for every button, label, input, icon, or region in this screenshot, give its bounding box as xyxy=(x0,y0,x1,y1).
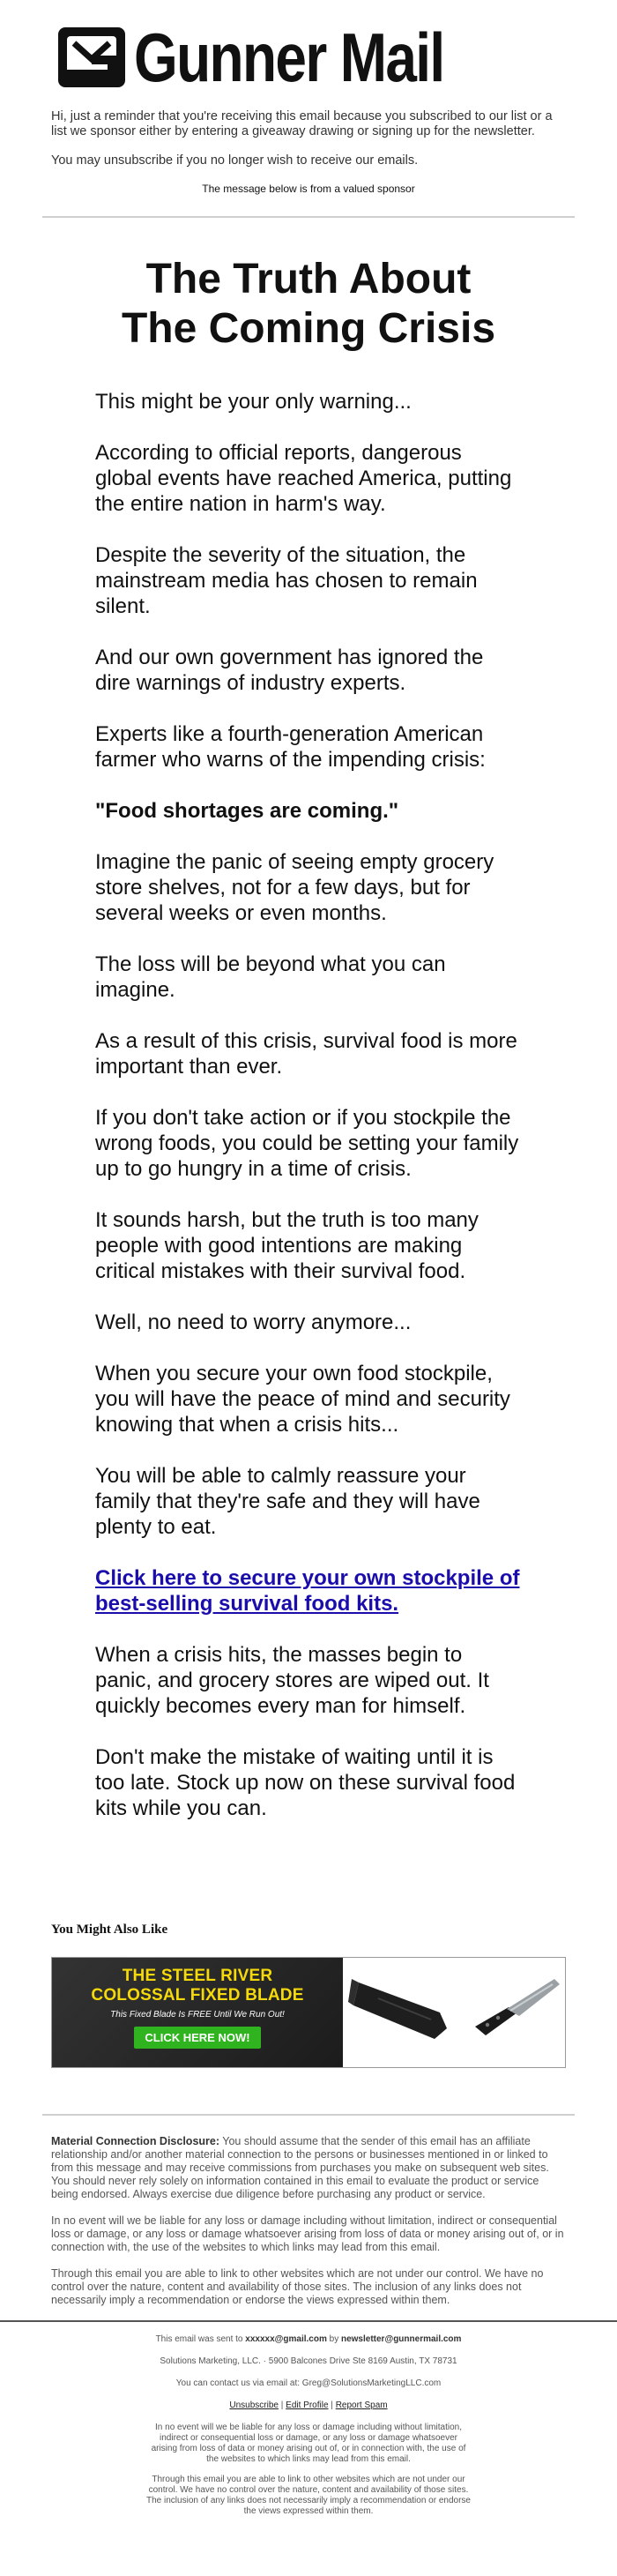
paragraph: Well, no need to worry anymore... xyxy=(95,1310,412,1334)
footer-links xyxy=(0,2401,617,2411)
link-separator: | xyxy=(331,2401,333,2410)
disclosure-section xyxy=(0,2116,617,2307)
headline-line-1: The Truth About xyxy=(145,256,472,302)
subscription-reminder: Hi, just a reminder that you're receiving this email because you subscribed to our list or a list we sponsor either by entering a giveaway drawing or signing up for the newsletter. xyxy=(51,109,553,138)
paragraph: Experts like a fourth-generation American farmer who warns of the impending crisis: xyxy=(95,722,486,772)
footer-liability-text: In no event will we be liable for any loss or damage including without limitation, indirect or consequential loss or damage, or any loss or damage whatsoever arising from loss of data or money arising out of, or in connection with, the use of the websites to which links may lead from this email. xyxy=(151,2423,466,2464)
paragraph: This might be your only warning... xyxy=(95,390,412,414)
banner-headline-1: THE STEEL RIVER xyxy=(122,1967,273,1985)
sent-to-line xyxy=(0,2334,617,2345)
sender-email: newsletter@gunnermail.com xyxy=(340,2334,462,2344)
gunner-mail-logo-icon xyxy=(55,20,129,94)
paragraph: According to official reports, dangerous global events have reached America, putting the entire nation in harm's way. xyxy=(95,441,512,516)
sent-by: by xyxy=(329,2334,339,2344)
paragraph: When a crisis hits, the masses begin to panic, and grocery stores are wiped out. It quickly becomes every man for himself. xyxy=(95,1643,489,1718)
footer-links-text: Through this email you are able to link to other websites which are not under our control. We have no control over the nature, content and availability of those sites. The inclusion of any links does not necessarily imply a recommendation or endorse the views expressed within them. xyxy=(146,2475,471,2516)
sponsor-note: The message below is from a valued sponsor xyxy=(202,183,415,195)
paragraph: You will be able to calmly reassure your family that they're safe and they will have plenty to eat. xyxy=(95,1464,480,1539)
paragraph: Don't make the mistake of waiting until it is too late. Stock up now on these survival food kits while you can. xyxy=(95,1745,516,1820)
material-connection-disclosure xyxy=(51,2135,566,2201)
brand-name: Gunner Mail xyxy=(134,19,444,96)
recipient-email: xxxxxx@gmail.com xyxy=(245,2334,327,2344)
divider xyxy=(42,216,575,218)
article-headline xyxy=(0,255,617,354)
paragraph: It sounds harsh, but the truth is too many people with good intentions are making critical mistakes with their survival food. xyxy=(95,1208,479,1283)
banner-cta-button[interactable]: CLICK HERE NOW! xyxy=(134,2027,260,2049)
unsubscribe-note: You may unsubscribe if you no longer wish to receive our emails. xyxy=(51,153,419,168)
header-logo[interactable] xyxy=(0,0,617,97)
paragraph: If you don't take action or if you stockpile the wrong foods, you could be setting your family up to go hungry in a time of crisis. xyxy=(95,1106,519,1181)
banner-subtitle: This Fixed Blade Is FREE Until We Run Out! xyxy=(110,2010,285,2020)
banner-image-panel xyxy=(343,1958,565,2067)
link-separator: | xyxy=(280,2401,284,2410)
disclosure-text: You should assume that the sender of this email has an affiliate relationship and/or another material connection to the persons or businesses mentioned in or linked to from this message and may receive commissions from purchases you make on subsequent web sites. You should never rely solely on information contained in this email to evaluate the product or service being endorsed. Always exercise due diligence before purchasing any product or service. xyxy=(51,2135,549,2200)
disclosure-label: Material Connection Disclosure: xyxy=(51,2135,220,2147)
article-body xyxy=(0,354,617,1821)
report-spam-link[interactable]: Report Spam xyxy=(335,2401,388,2410)
unsubscribe-link[interactable]: Unsubscribe xyxy=(229,2401,279,2410)
banner-text-panel xyxy=(52,1958,343,2067)
footer xyxy=(0,2322,617,2517)
paragraph: And our own government has ignored the dire warnings of industry experts. xyxy=(95,646,484,695)
contact-line: You can contact us via email at: Greg@SolutionsMarketingLLC.com xyxy=(175,2378,442,2388)
paragraph: Imagine the panic of seeing empty grocery store shelves, not for a few days, but for several weeks or even months. xyxy=(95,850,494,925)
intro-section xyxy=(0,97,617,168)
knife-ad-banner[interactable] xyxy=(51,1957,566,2068)
edit-profile-link[interactable]: Edit Profile xyxy=(286,2401,329,2410)
related-title: You Might Also Like xyxy=(51,1923,168,1937)
cta-paragraph xyxy=(95,1565,522,1617)
knife-image-icon xyxy=(343,1958,565,2067)
survival-food-cta-link[interactable]: Click here to secure your own stockpile of best-selling survival food kits. xyxy=(95,1566,520,1616)
banner-headline-2: COLOSSAL FIXED BLADE xyxy=(91,1986,304,2005)
paragraph: The loss will be beyond what you can imagine. xyxy=(95,952,446,1002)
headline-line-2: The Coming Crisis xyxy=(121,305,496,352)
company-address: Solutions Marketing, LLC. · 5900 Balcones Drive Ste 8169 Austin, TX 78731 xyxy=(160,2356,457,2366)
quote-paragraph: "Food shortages are coming." xyxy=(95,799,399,823)
paragraph: As a result of this crisis, survival food is more important than ever. xyxy=(95,1029,517,1079)
paragraph: When you secure your own food stockpile, you will have the peace of mind and security knowing that when a crisis hits... xyxy=(95,1362,510,1437)
liability-text: In no event will we be liable for any loss or damage including without limitation, indirect or consequential loss or damage, or any loss or damage whatsoever arising from loss of data or money arising out of, or in connection with, the use of the websites to which links may lead from this email. xyxy=(51,2214,564,2253)
external-links-text: Through this email you are able to link to other websites which are not under our control. We have no control over the nature, content and availability of those sites. The inclusion of any links does not necessarily imply a recommendation or endorse the views expressed within them. xyxy=(51,2267,544,2306)
paragraph: Despite the severity of the situation, the mainstream media has chosen to remain silent. xyxy=(95,543,478,618)
sent-prefix: This email was sent to xyxy=(155,2334,243,2344)
